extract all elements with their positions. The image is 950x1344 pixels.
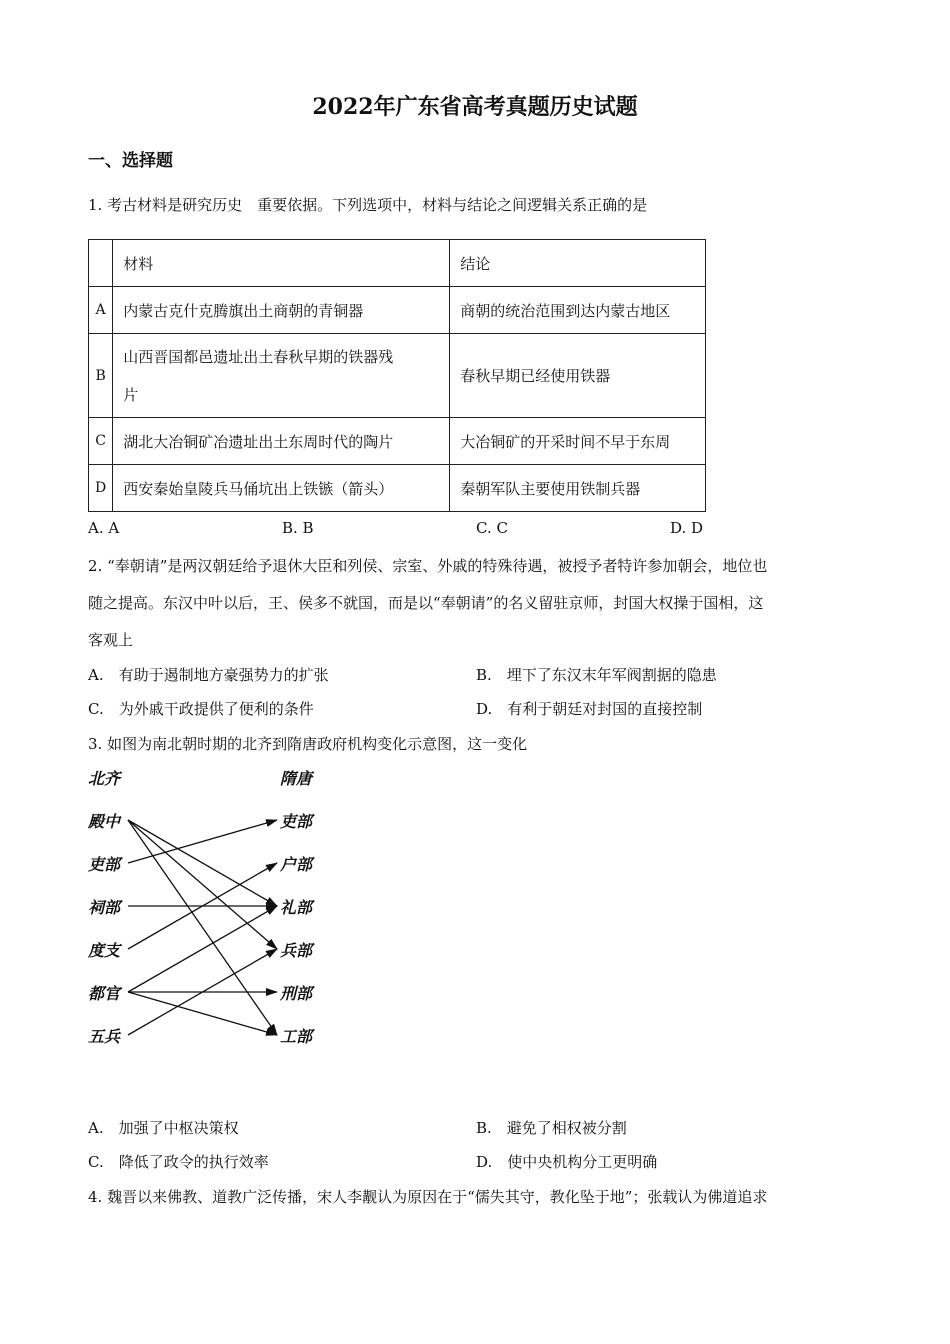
question-1-stem: 1. 考古材料是研究历史 重要依据。下列选项中，材料与结论之间逻辑关系正确的是 — [88, 196, 648, 214]
row-conclusion: 春秋早期已经使用铁器 — [450, 334, 706, 418]
agency-change-diagram — [84, 760, 334, 1060]
table-row — [89, 334, 706, 418]
row-material: 西安秦始皇陵兵马俑坑出上铁镞（箭头） — [113, 465, 450, 512]
q3-option-d[interactable]: D. 使中央机构分工更明确 — [476, 1153, 658, 1171]
table-header-material: 材料 — [113, 240, 450, 287]
header-sui-tang: 隋唐 — [280, 769, 313, 788]
q2-option-c[interactable]: C. 为外戚干政提供了便利的条件 — [88, 700, 314, 718]
q1-option-c[interactable]: C. C — [476, 519, 508, 537]
q1-option-d[interactable]: D. D — [670, 519, 704, 537]
row-conclusion: 大冶铜矿的开采时间不早于东周 — [450, 418, 706, 465]
mapping-arrow — [128, 820, 277, 863]
q1-option-a[interactable]: A. A — [88, 519, 120, 537]
right-agency: 兵部 — [280, 941, 313, 960]
row-material: 湖北大冶铜矿冶遗址出土东周时代的陶片 — [113, 418, 450, 465]
row-key: A — [89, 287, 113, 334]
section-heading: 一、选择题 — [88, 151, 173, 171]
question-2-line: 2. “奉朝请”是两汉朝廷给予退休大臣和列侯、宗室、外戚的特殊待遇，被授予者特许参加朝会，地位也 — [88, 557, 768, 575]
table-header-conclusion: 结论 — [450, 240, 706, 287]
row-material-line: 片 — [123, 385, 139, 404]
left-agency: 殿中 — [88, 812, 121, 831]
right-agency: 工部 — [280, 1027, 313, 1046]
table-header-row — [89, 240, 706, 287]
header-north-qi: 北齐 — [88, 769, 121, 788]
question-1-table — [88, 239, 706, 512]
row-conclusion: 商朝的统治范围到达内蒙古地区 — [450, 287, 706, 334]
table-cell — [89, 240, 113, 287]
row-material-line: 山西晋国都邑遗址出土春秋早期的铁器残 — [123, 347, 394, 366]
left-agency: 五兵 — [88, 1027, 121, 1046]
q2-option-a[interactable]: A. 有助于遏制地方豪强势力的扩张 — [88, 666, 329, 684]
right-agency: 户部 — [280, 855, 313, 874]
row-material: 内蒙古克什克腾旗出土商朝的青铜器 — [113, 287, 450, 334]
mapping-arrow — [128, 820, 277, 949]
q2-option-b[interactable]: B. 埋下了东汉末年军阀割据的隐患 — [476, 666, 717, 684]
q2-option-d[interactable]: D. 有利于朝廷对封国的直接控制 — [476, 700, 703, 718]
row-key: D — [89, 465, 113, 512]
table-row — [89, 287, 706, 334]
row-key: C — [89, 418, 113, 465]
question-4-line: 4. 魏晋以来佛教、道教广泛传播，宋人李觏认为原因在于“儒失其守，教化坠于地”；张载认为佛道追求 — [88, 1188, 768, 1206]
left-agency: 都官 — [88, 984, 121, 1003]
page-title: 2022年广东省高考真题历史试题 — [312, 94, 638, 120]
mapping-arrow — [128, 992, 277, 1035]
q3-option-c[interactable]: C. 降低了政令的执行效率 — [88, 1153, 269, 1171]
right-agency: 礼部 — [280, 898, 313, 917]
left-agency: 度支 — [88, 941, 121, 960]
mapping-arrow — [128, 906, 277, 992]
left-agency: 吏部 — [88, 855, 121, 874]
q3-option-a[interactable]: A. 加强了中枢决策权 — [88, 1119, 239, 1137]
right-agency: 吏部 — [280, 812, 313, 831]
question-2-line: 随之提高。东汉中叶以后，王、侯多不就国，而是以“奉朝请”的名义留驻京师，封国大权操于国相，这 — [88, 594, 764, 612]
table-row — [89, 418, 706, 465]
row-material — [113, 334, 450, 418]
q3-option-b[interactable]: B. 避免了相权被分割 — [476, 1119, 627, 1137]
right-agency: 刑部 — [280, 984, 313, 1003]
row-conclusion: 秦朝军队主要使用铁制兵器 — [450, 465, 706, 512]
question-2-line: 客观上 — [88, 631, 134, 649]
row-key: B — [89, 334, 113, 418]
mapping-arrow — [128, 820, 277, 1035]
q1-option-b[interactable]: B. B — [282, 519, 314, 537]
question-3-stem: 3. 如图为南北朝时期的北齐到隋唐政府机构变化示意图，这一变化 — [88, 735, 528, 753]
table-row — [89, 465, 706, 512]
mapping-arrow — [128, 820, 277, 906]
left-agency: 祠部 — [88, 898, 121, 917]
